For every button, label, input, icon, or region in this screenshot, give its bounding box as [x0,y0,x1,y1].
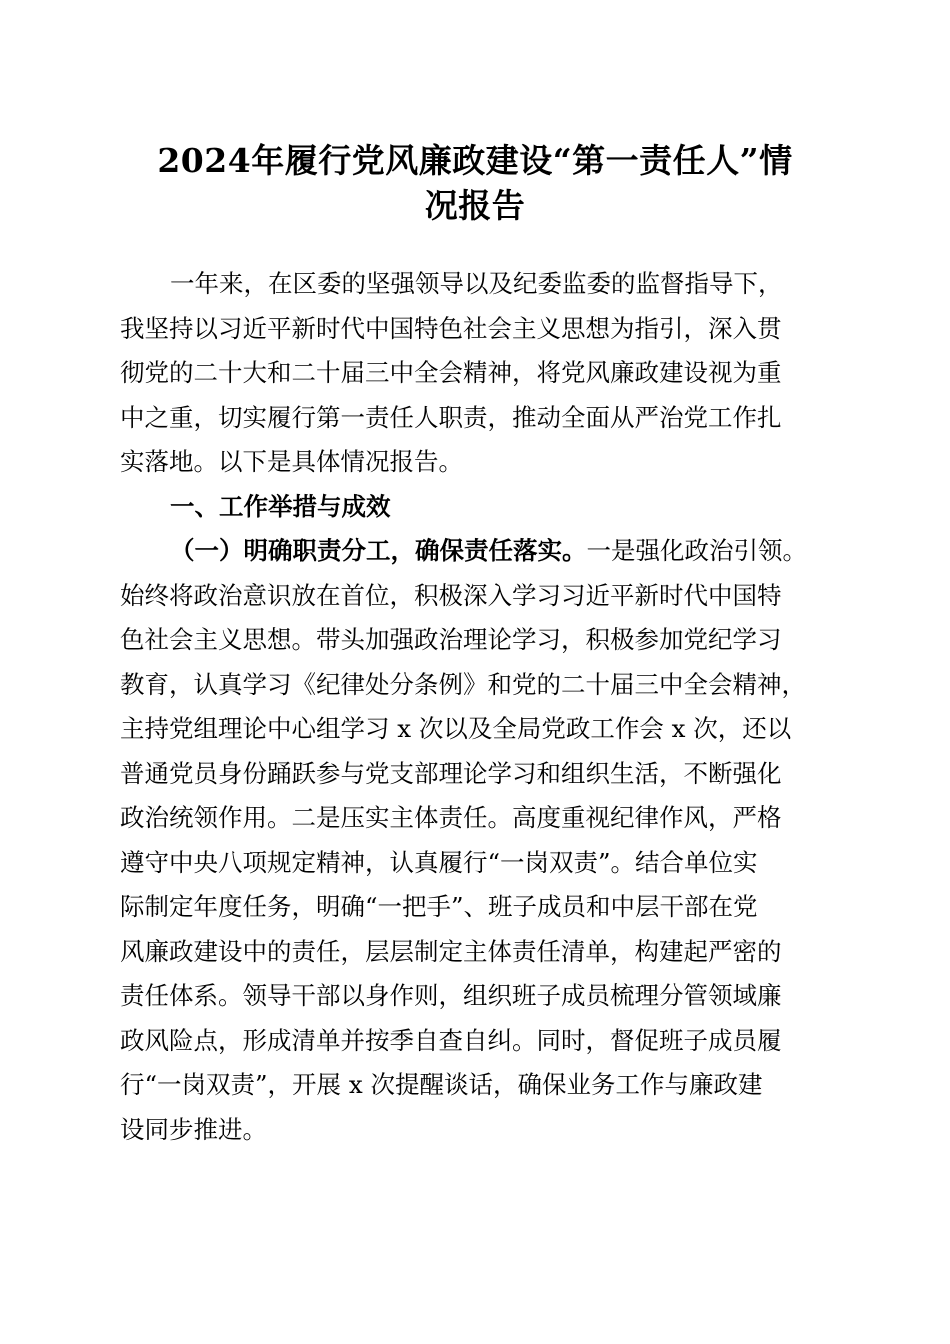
paragraph-line: 政风险点，形成清单并按季自查自纠。同时，督促班子成员履 [120,1025,782,1055]
intro-line: 一年来，在区委的坚强领导以及纪委监委的监督指导下， [170,269,783,298]
paragraph-line: 政治统领作用。二是压实主体责任。高度重视纪律作风，严格 [120,803,782,832]
subsection-first-line-rest: 一是强化政治引领。 [586,536,807,565]
paragraph-line: 普通党员身份踊跃参与党支部理论学习和组织生活，不断强化 [120,758,782,788]
title-line-2: 况报告 [424,186,526,225]
section-heading: 一、工作举措与成效 [170,491,391,521]
paragraph-line: 行“一岗双责”，开展 x 次提醒谈话，确保业务工作与廉政建 [120,1070,763,1099]
document-title [120,138,830,228]
paragraph-line: 始终将政治意识放在首位，积极深入学习习近平新时代中国特 [120,580,782,610]
subsection-label: （一）明确职责分工，确保责任落实。 [170,536,587,565]
intro-line: 实落地。以下是具体情况报告。 [120,447,463,476]
paragraph-line: 主持党组理论中心组学习 x 次以及全局党政工作会 x 次，还以 [120,714,792,743]
document-body [120,262,832,1152]
subsection-first-line [120,529,832,574]
paragraph-line: 设同步推进。 [120,1114,267,1144]
paragraph-line: 责任体系。领导干部以身作则，组织班子成员梳理分管领域廉 [120,981,782,1010]
intro-line: 中之重，切实履行第一责任人职责，推动全面从严治党工作扎 [120,402,782,432]
paragraph-line: 教育，认真学习《纪律处分条例》和党的二十届三中全会精神， [120,669,806,699]
intro-line: 彻党的二十大和二十届三中全会精神，将党风廉政建设视为重 [120,358,782,387]
title-line-1: 2024年履行党风廉政建设“第一责任人”情 [157,141,793,180]
paragraph-line: 遵守中央八项规定精神，认真履行“一岗双责”。结合单位实 [120,847,758,877]
paragraph-line: 际制定年度任务，明确“一把手”、班子成员和中层干部在党 [120,892,758,921]
intro-line: 我坚持以习近平新时代中国特色社会主义思想为指引，深入贯 [120,313,782,343]
paragraph-line: 色社会主义思想。带头加强政治理论学习，积极参加党纪学习 [120,625,782,654]
paragraph-line: 风廉政建设中的责任，层层制定主体责任清单，构建起严密的 [120,936,782,966]
